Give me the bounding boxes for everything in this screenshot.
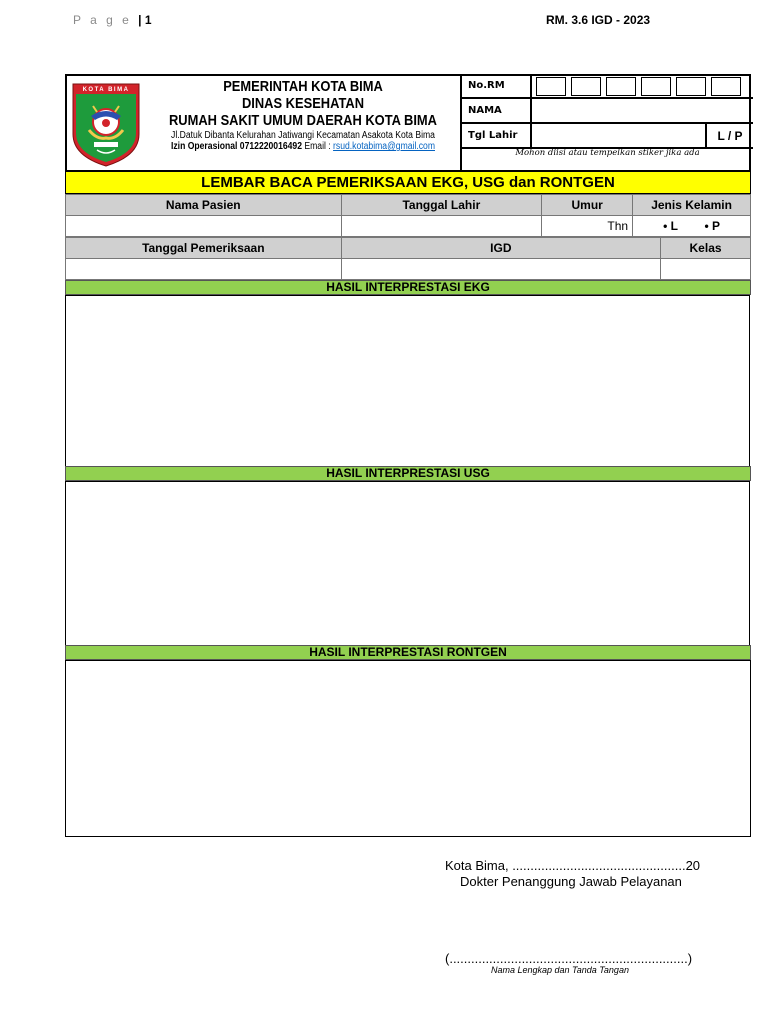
no-rm-boxes [536,77,741,96]
tgl-lahir-field[interactable] [534,124,703,147]
table-row [66,259,751,280]
email-link[interactable]: rsud.kotabima@gmail.com [333,141,435,152]
umur-field[interactable] [542,216,633,237]
table-row [66,195,751,216]
nama-field[interactable] [534,99,753,122]
tanggal-lahir-field[interactable] [341,216,542,237]
nama-row [462,99,753,124]
signature-title: Dokter Penanggung Jawab Pelayanan [460,874,682,889]
header-nama-pasien: Nama Pasien [66,195,342,216]
page-label-text: P a g e [73,13,132,27]
gender-option-p[interactable]: • P [704,219,720,233]
usg-result-area[interactable] [65,481,750,646]
exam-info-table [65,237,751,280]
form-title: LEMBAR BACA PEMERIKSAAN EKG, USG dan RONTGEN [65,172,751,194]
signature-name-line[interactable]: (..................................................................) [445,951,693,966]
gender-option-l[interactable]: • L [663,219,678,233]
no-rm-digit-box[interactable] [606,77,636,96]
gender-lp-cell[interactable]: L / P [705,124,753,147]
header-igd: IGD [341,238,660,259]
rontgen-section-header: HASIL INTERPRESTASI RONTGEN [65,645,751,660]
institution-line-2: DINAS KESEHATAN [241,95,365,112]
tanggal-pemeriksaan-field[interactable] [66,259,342,280]
header-jenis-kelamin: Jenis Kelamin [633,195,751,216]
rontgen-result-area[interactable] [65,660,751,837]
institution-license [167,141,439,152]
header-tanggal-lahir: Tanggal Lahir [341,195,542,216]
license-number: Izin Operasional 0712220016492 [170,141,302,152]
header-box [65,74,751,172]
usg-section-header: HASIL INTERPRESTASI USG [65,466,751,481]
header-umur: Umur [542,195,633,216]
no-rm-row [462,74,753,99]
no-rm-label: No.RM [462,74,532,97]
header-kelas: Kelas [661,238,751,259]
header-tanggal-pemeriksaan: Tanggal Pemeriksaan [66,238,342,259]
kelas-field[interactable] [661,259,751,280]
logo-text: KOTA BIMA [82,87,130,93]
table-row [66,216,751,237]
jenis-kelamin-options [633,216,751,237]
nama-label: NAMA [462,99,532,122]
no-rm-digit-box[interactable] [676,77,706,96]
patient-info-table [65,194,751,237]
institution-line-3: RUMAH SAKIT UMUM DAERAH KOTA BIMA [168,112,437,129]
signature-name-note: Nama Lengkap dan Tanda Tangan [491,965,629,975]
sticker-note: Mohon diisi atau tempelkan stiker jika ada [515,148,700,158]
page-number [73,13,152,27]
email-label: Email : [304,141,331,152]
table-row [66,238,751,259]
signature-date-line: Kota Bima, ................................................20 [445,858,701,873]
page-number-value: | 1 [138,13,152,27]
no-rm-digit-box[interactable] [571,77,601,96]
institution-address: Jl.Datuk Dibanta Kelurahan Jatiwangi Kecamatan Asakota Kota Bima [171,130,435,141]
form-code: RM. 3.6 IGD - 2023 [546,13,651,27]
kota-bima-logo [67,76,145,170]
no-rm-digit-box[interactable] [641,77,671,96]
ekg-section-header: HASIL INTERPRESTASI EKG [65,280,751,295]
umur-unit: Thn [607,219,629,233]
tgl-lahir-label: Tgl Lahir [462,124,532,147]
no-rm-digit-box[interactable] [711,77,741,96]
tgl-lahir-row [462,124,753,149]
nama-pasien-field[interactable] [66,216,342,237]
institution-line-1: PEMERINTAH KOTA BIMA [223,78,383,95]
ekg-result-area[interactable] [65,295,750,467]
no-rm-digit-box[interactable] [536,77,566,96]
institution-header [145,76,461,170]
medical-record-panel [460,74,753,172]
igd-field[interactable] [341,259,660,280]
